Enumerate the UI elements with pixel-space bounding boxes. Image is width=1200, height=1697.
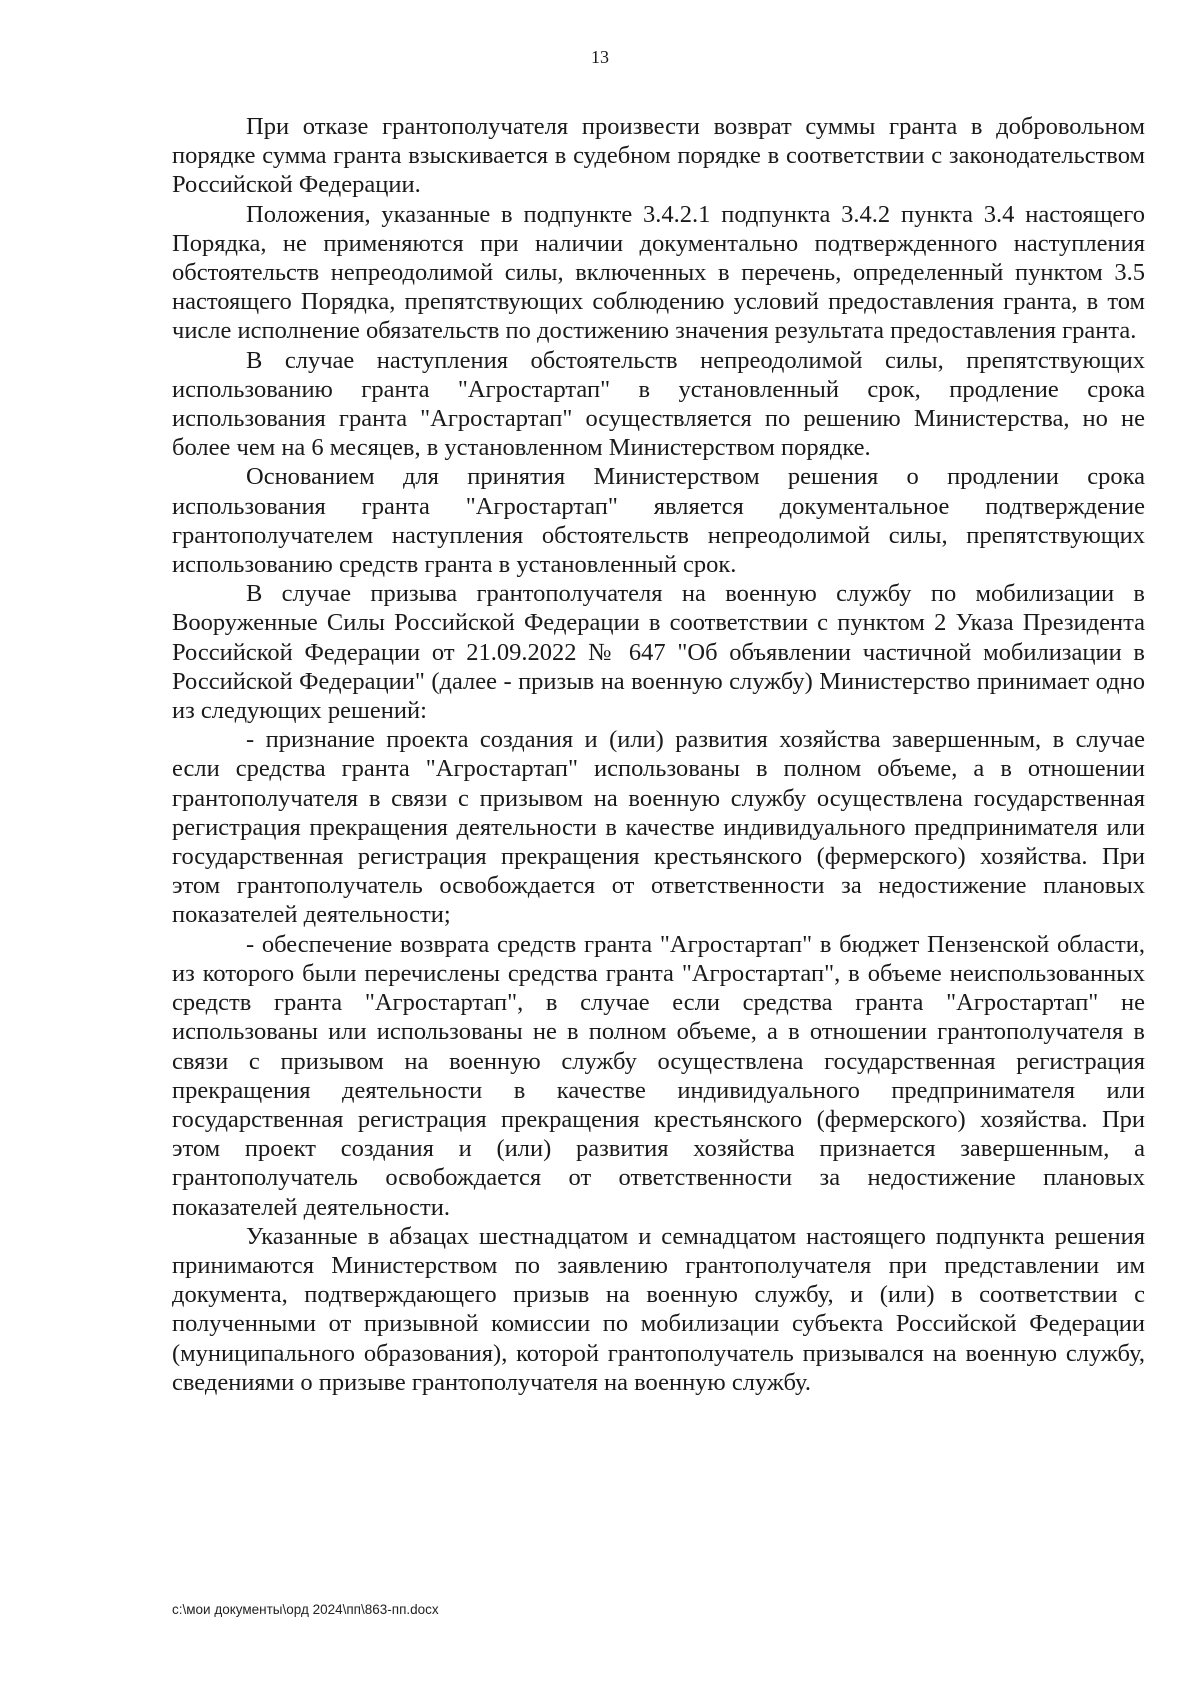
paragraph-term-extension: В случае наступления обстоятельств непреодолимой силы, препятствующих использованию гранта "Агростартап" в установленный срок, продление срока использования гранта "Агростартап" осуществляется по решению Министерства, но не более чем на 6 месяцев, в установленном Министерством порядке. (172, 346, 1145, 462)
document-body (172, 112, 1145, 1397)
paragraph-mobilization: В случае призыва грантополучателя на военную службу по мобилизации в Вооруженные Силы Российской Федерации в соответствии с пунктом 2 Указа Президента Российской Федерации от 21.09.2022 № 647 "Об объявлении частичной мобилизации в Российской Федерации" (далее - призыв на военную службу) Министерство принимает одно из следующих решений: (172, 580, 1145, 725)
paragraph-extension-basis: Основанием для принятия Министерством решения о продлении срока использования гранта "Агростартап" является документальное подтверждение грантополучателем наступления обстоятельств непреодолимой силы, препятствующих использованию средств гранта в установленный срок. (172, 463, 1145, 579)
paragraph-force-majeure-exemption: Положения, указанные в подпункте 3.4.2.1 подпункта 3.4.2 пункта 3.4 настоящего Порядка, не применяются при наличии документально подтвержденного наступления обстоятельств непреодолимой силы, включенных в перечень, определенный пунктом 3.5 настоящего Порядка, препятствующих соблюдению условий предоставления гранта, в том числе исполнение обязательств по достижению значения результата предоставления гранта. (172, 200, 1145, 345)
footer-file-path: c:\мои документы\орд 2024\пп\863-пп.docx (172, 1602, 439, 1617)
paragraph-refund-refusal: При отказе грантополучателя произвести возврат суммы гранта в добровольном порядке сумма гранта взыскивается в судебном порядке в соответствии с законодательством Российской Федерации. (172, 113, 1145, 199)
paragraph-decision-refund: - обеспечение возврата средств гранта "Агростартап" в бюджет Пензенской области, из которого были перечислены средства гранта "Агростартап", в объеме неиспользованных средств гранта "Агростартап", в случае если средства гранта "Агростартап" не использованы или использованы не в полном объеме, а в отношении грантополучателя в связи с призывом на военную службу осуществлена государственная регистрация прекращения деятельности в качестве индивидуального предпринимателя или государственная регистрация прекращения крестьянского (фермерского) хозяйства. При этом проект создания и (или) развития хозяйства признается завершенным, а грантополучатель освобождается от ответственности за недостижение плановых показателей деятельности. (172, 930, 1145, 1221)
page-number: 13 (591, 47, 609, 67)
paragraph-decision-completion: - признание проекта создания и (или) развития хозяйства завершенным, в случае если средства гранта "Агростартап" использованы в полном объеме, а в отношении грантополучателя в связи с призывом на военную службу осуществлена государственная регистрация прекращения деятельности в качестве индивидуального предпринимателя или государственная регистрация прекращения крестьянского (фермерского) хозяйства. При этом грантополучатель освобождается от ответственности за недостижение плановых показателей деятельности; (172, 726, 1145, 929)
paragraph-decision-procedure: Указанные в абзацах шестнадцатом и семнадцатом настоящего подпункта решения принимаются Министерством по заявлению грантополучателя при представлении им документа, подтверждающего призыв на военную службу, и (или) в соответствии с полученными от призывной комиссии по мобилизации субъекта Российской Федерации (муниципального образования), которой грантополучатель призывался на военную службу, сведениями о призыве грантополучателя на военную службу. (172, 1222, 1145, 1396)
